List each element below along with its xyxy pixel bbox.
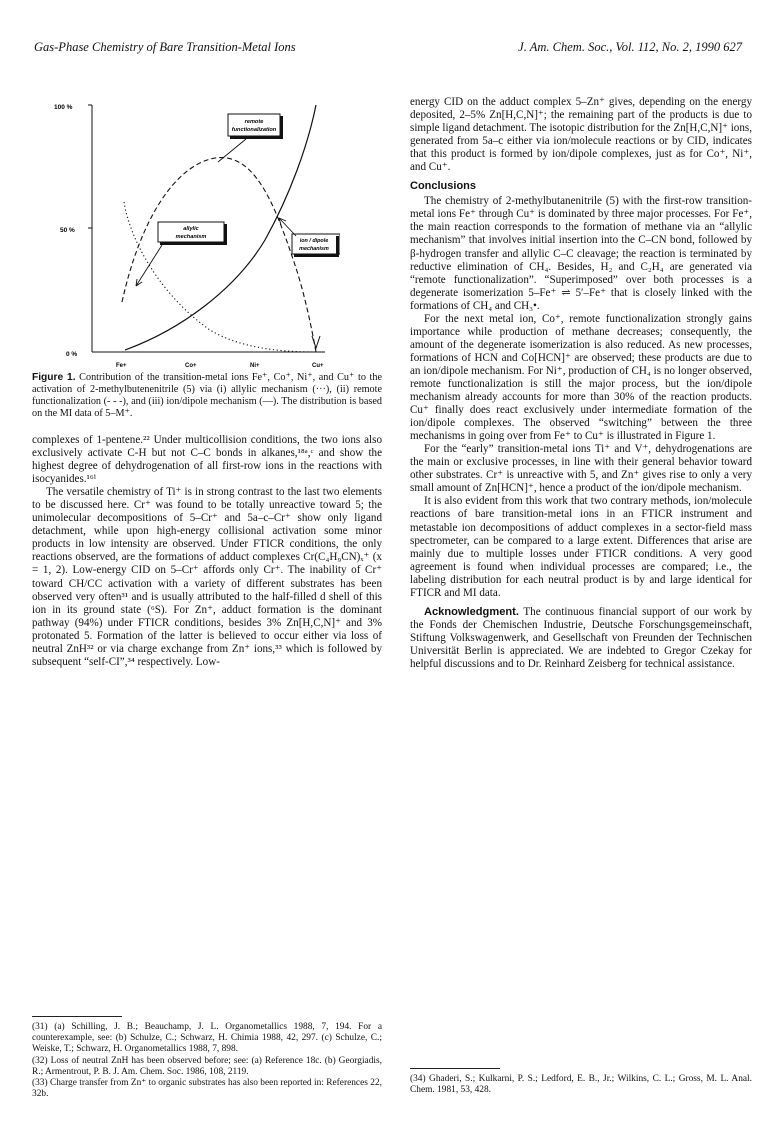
caption-label: Figure 1.: [32, 372, 76, 383]
figure-1-chart: [50, 90, 340, 375]
conclusions-paragraph-1: The chemistry of 2-methylbutanenitrile (5) with the first-row transition-metal ions Fe⁺ through Cu⁺ is dominated by three major processes. For Fe⁺, the main reaction corresponds to the formation of methane via an “allylic mechanism” that involves initial insertion into the C–CN bond, followed by β-hydrogen transfer and allylic C–C cleavage; the reaction is terminated by reductive elimination of CH₄. Besides, H₂ and C₂H₄ are generated via “remote functionalization”. “Superimposed” over both processes is a degenerate isomerization 5–Fe⁺ ⇌ 5′–Fe⁺ that is closely linked with the formations of CH₄ and CH₃•.: [410, 195, 752, 312]
left-paragraph-2: The versatile chemistry of Ti⁺ is in strong contrast to the last two elements to be discussed here. Cr⁺ was found to be totally unreactive toward 5; the unimolecular decompositions of 5–Cr⁺ and 5a–c–Cr⁺ show only ligand detachment, while upon high-energy collisional activation some minor products in low intensity are observed. Under FTICR conditions, the only reactions observed, are the formations of adduct complexes Cr(C₄H₉CN)ₓ⁺ (x = 1, 2). Low-energy CID on 5–Cr⁺ affords only Cr⁺. The inability of Cr⁺ toward CH/CC activation with a variety of different substrates has been observed very often³¹ and is usually attributed to the half-filled d shell of this ion in its ground state (⁶S). For Zn⁺, adduct formation is the dominant pathway (94%) under FTICR conditions, besides 3% Zn[H,C,N]⁺ and 3% protonated 5. Formation of the latter is believed to occur either via loss of neutral ZnH³² or via charge exchange from Zn⁺ ions,³³ which is followed by subsequent “self-CI”,³⁴ respectively. Low-: [32, 486, 382, 668]
footnote-rule-right: [410, 1068, 500, 1069]
conclusions-paragraph-3: For the “early” transition-metal ions Ti⁺ and V⁺, dehydrogenations are the main or exclusive processes, in line with their general behavior toward other substrates. Cr⁺ is unreactive with 5, and Zn⁺ gives rise to only a very small amount of Zn[HCN]⁺, hence a product of the ion/dipole mechanism.: [410, 443, 752, 495]
x-tick-label-co: Co+: [185, 363, 197, 369]
x-tick-label-ni: Ni+: [250, 363, 260, 369]
x-tick-label-cu: Cu+: [312, 363, 324, 369]
annotation-remote-line2: functionalization: [231, 127, 277, 133]
annotation-allylic-line1: allylic: [183, 226, 199, 232]
left-paragraph-1: complexes of 1-pentene.²² Under multicollision conditions, the two ions also exclusively activate C-H but not C–C bonds in alkanes,¹⁸ᵃ,ᶜ and show the highest degree of dehydrogenation of all first-row ions in the reactions with isocyanides.¹⁶ⁱ: [32, 434, 382, 486]
marker-cu-arrow: [312, 336, 320, 348]
y-tick-label-0: 0 %: [66, 351, 78, 358]
annotation-remote-functionalization: [218, 114, 283, 162]
footnote-rule-left: [32, 1016, 122, 1017]
footnotes-left: [32, 1022, 382, 1100]
series-remote-dashed: [122, 158, 316, 352]
y-tick-label-50: 50 %: [60, 227, 75, 234]
y-tick-label-100: 100 %: [54, 104, 73, 111]
running-header-left: Gas-Phase Chemistry of Bare Transition-Metal Ions: [34, 40, 296, 54]
x-tick-label-fe: Fe+: [116, 363, 127, 369]
annotation-ion-line2: mechanism: [299, 246, 329, 252]
annotation-ion-dipole-mechanism: [279, 218, 340, 257]
left-column: [32, 434, 382, 669]
running-header-right: J. Am. Chem. Soc., Vol. 112, No. 2, 1990 627: [518, 40, 742, 54]
caption-text: Contribution of the transition-metal ions Fe⁺, Co⁺, Ni⁺, and Cu⁺ to the activation of 2-methylbutenenitrile (5) via (i) allylic mechanism (···), (ii) remote functionalization (- - -), and (iii) ion/dipole mechanism (—). The distribution is based on the MI data of 5–M⁺.: [32, 372, 382, 419]
right-paragraph-0: energy CID on the adduct complex 5–Zn⁺ gives, depending on the energy deposited, 2–5% Zn[H,C,N]⁺; the remaining part of the products is due to simple ligand detachment. The isotopic distribution for the Zn[H,C,N]⁺ ions, generated from 5a–c either via ion/molecule reactions or by CID, indicates that this product is formed by ion/dipole complexes, just as for Co⁺, Ni⁺, and Cu⁺.: [410, 96, 752, 174]
footnotes-right: [410, 1074, 752, 1096]
conclusions-paragraph-4: It is also evident from this work that two contrary methods, ion/molecule reactions of bare transition-metal ions in an FTICR instrument and metastable ion decompositions of adduct complexes in a sector-field mass spectrometer, can be compared to a large extent. Differences that arise are mainly due to multiple losses under FTICR conditions. A very good agreement is found when individual processes are compared; i.e., the labeling distribution for each neutral product is by and large identical for FTICR and MI data.: [410, 495, 752, 599]
annotation-allylic-mechanism: [136, 222, 227, 286]
acknowledgment-paragraph: [410, 606, 752, 671]
acknowledgment-text: The continuous financial support of our work by the Fonds der Chemischen Industrie, Deutsche Forschungsgemeinschaft, Stiftung Volkswagenwerk, and Gesellschaft von Freunden der Technischen Universität Berlin is appreciated. We are indebted to Gregor Czekay for helpful discussions and to Dr. Reinhard Zeisberg for technical assistance.: [410, 605, 752, 670]
right-column: [410, 96, 752, 671]
annotation-allylic-line2: mechanism: [175, 234, 207, 240]
acknowledgment-lead: Acknowledgment.: [424, 605, 519, 618]
conclusions-paragraph-2: For the next metal ion, Co⁺, remote functionalization strongly gains importance while production of methane decreases; consequently, the amount of the degenerate isomerization is also reduced. As new processes, formations of HCN and Co[HCN]⁺ are observed; these products are due to an ion/dipole mechanism. For Ni⁺, production of CH₄ is no longer observed, remote functionalization is still the major process, but the ion/dipole mechanism already accounts for more than 30% of the reaction products. Cu⁺ finally does react exclusively under intermediate formation of the ion/dipole complexes. The observed “switching” between the three mechanisms in going over from Fe⁺ to Cu⁺ is illustrated in Figure 1.: [410, 312, 752, 443]
annotation-remote-line1: remote: [244, 119, 264, 125]
footnote-33: (33) Charge transfer from Zn⁺ to organic substrates has also been reported in: References 22, 32b.: [32, 1078, 382, 1100]
section-heading-conclusions: Conclusions: [410, 180, 477, 193]
footnote-34: (34) Ghaderi, S.; Kulkarni, P. S.; Ledford, E. B., Jr.; Wilkins, C. L.; Gross, M. L. Anal. Chem. 1981, 53, 428.: [410, 1074, 752, 1096]
annotation-ion-line1: ion / dipole: [299, 238, 329, 244]
footnote-32: (32) Loss of neutral ZnH has been observed before; see: (a) Reference 18c. (b) Georgiadis, R.; Armentrout, P. B. J. Am. Chem. Soc. 1986, 108, 2119.: [32, 1055, 382, 1077]
figure-1-caption: [32, 372, 382, 420]
footnote-31: (31) (a) Schilling, J. B.; Beauchamp, J. L. Organometallics 1988, 7, 194. For a counterexample, see: (b) Schulze, C.; Schwarz, H. Chimia 1988, 42, 297. (c) Schulze, C.; Weiske, T.; Schwarz, H. Organometallics 1988, 7, 898.: [32, 1022, 382, 1055]
